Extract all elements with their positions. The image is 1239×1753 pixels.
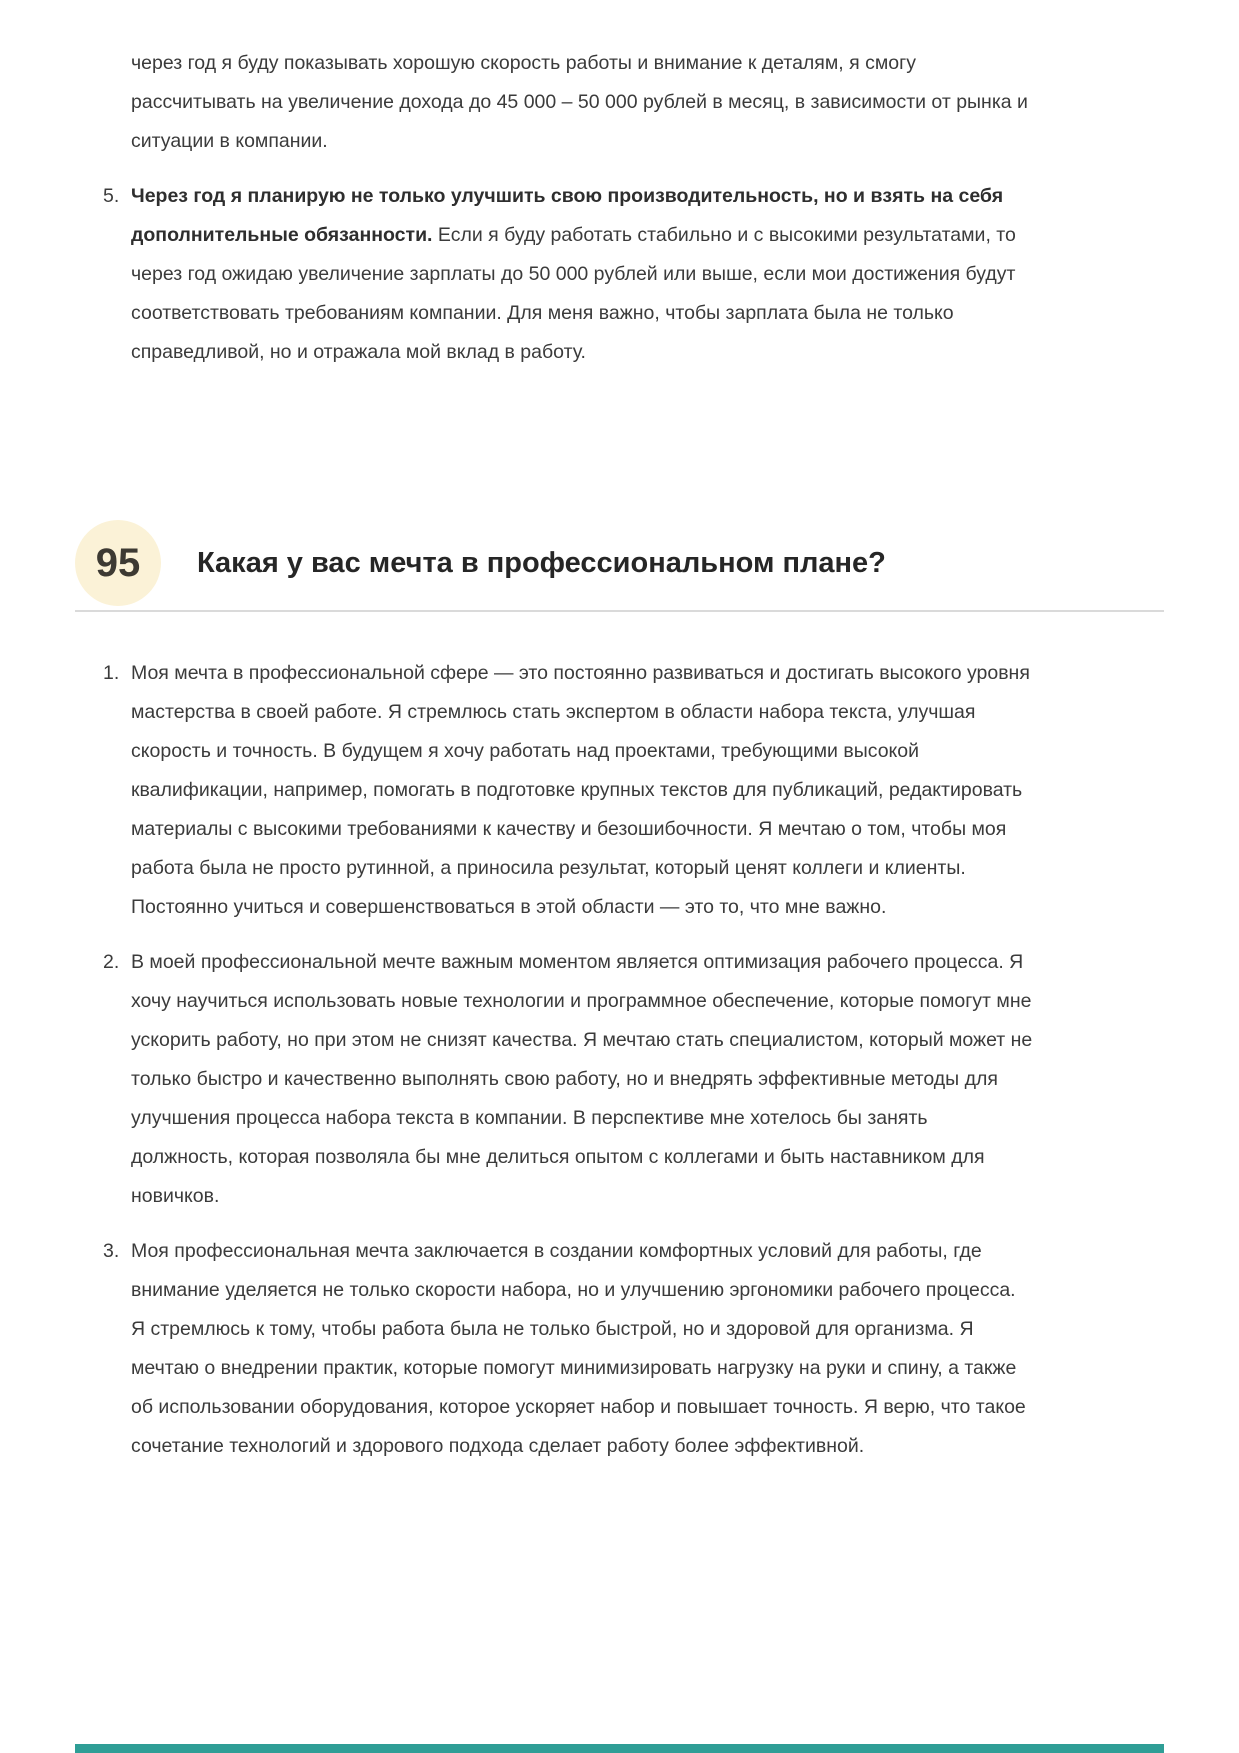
section-header	[75, 520, 1164, 606]
answer-item-3	[103, 1232, 1033, 1466]
previous-section-content	[103, 0, 1033, 372]
list-item-5	[103, 177, 1033, 372]
answer-text: Моя профессиональная мечта заключается в создании комфортных условий для работы, где внимание уделяется не только скорости набора, но и улучшению эргономики рабочего процесса. Я стремлюсь к тому, чтобы работа была не только быстрой, но и здоровой для организма. Я мечтаю о внедрении практик, которые помогут минимизировать нагрузку на руки и спину, а также об использовании оборудования, которое ускоряет набор и повышает точность. Я верю, что такое сочетание технологий и здорового подхода сделает работу более эффективной.	[131, 1240, 1026, 1457]
list-number: 5.	[103, 185, 120, 207]
next-section-accent-bar	[75, 1744, 1164, 1753]
list-number: 1.	[103, 662, 120, 684]
header-divider	[75, 610, 1164, 612]
list-item-text	[131, 177, 1033, 372]
answers-list	[103, 654, 1033, 1466]
list-number: 3.	[103, 1240, 120, 1262]
answer-item-1	[103, 654, 1033, 927]
list-number: 2.	[103, 951, 120, 973]
answer-text: Моя мечта в профессиональной сфере — это постоянно развиваться и достигать высокого уровня мастерства в своей работе. Я стремлюсь стать экспертом в области набора текста, улучшая скорость и точность. В будущем я хочу работать над проектами, требующими высокой квалификации, например, помогать в подготовке крупных текстов для публикаций, редактировать материалы с высокими требованиями к качеству и безошибочности. Я мечтаю о том, чтобы моя работа была не просто рутинной, а приносила результат, который ценят коллеги и клиенты. Постоянно учиться и совершенствоваться в этой области — это то, что мне важно.	[131, 662, 1030, 918]
section-title: Какая у вас мечта в профессиональном плане?	[197, 546, 886, 579]
answer-text: В моей профессиональной мечте важным моментом является оптимизация рабочего процесса. Я хочу научиться использовать новые технологии и программное обеспечение, которые помогут мне ускорить работу, но при этом не снизят качества. Я мечтаю стать специалистом, который может не только быстро и качественно выполнять свою работу, но и внедрять эффективные методы для улучшения процесса набора текста в компании. В перспективе мне хотелось бы занять должность, которая позволяла бы мне делиться опытом с коллегами и быть наставником для новичков.	[131, 951, 1033, 1207]
answer-item-2	[103, 943, 1033, 1216]
list-item-body: Если я буду работать стабильно и с высокими результатами, то через год ожидаю увеличение зарплаты до 50 000 рублей или выше, если мои достижения будут соответствовать требованиям компании. Для меня важно, чтобы зарплата была не только справедливой, но и отражала мой вклад в работу.	[131, 224, 1016, 363]
question-number-badge	[75, 520, 161, 606]
question-number: 95	[95, 540, 141, 585]
paragraph-continuation: через год я буду показывать хорошую скорость работы и внимание к деталям, я смогу рассчитывать на увеличение дохода до 45 000 – 50 000 рублей в месяц, в зависимости от рынка и ситуации в компании.	[131, 52, 1028, 152]
list-item-bold-lead: Через год я планирую не только улучшить свою производительность, но и взять на себя дополнительные обязанности.	[131, 185, 1004, 246]
